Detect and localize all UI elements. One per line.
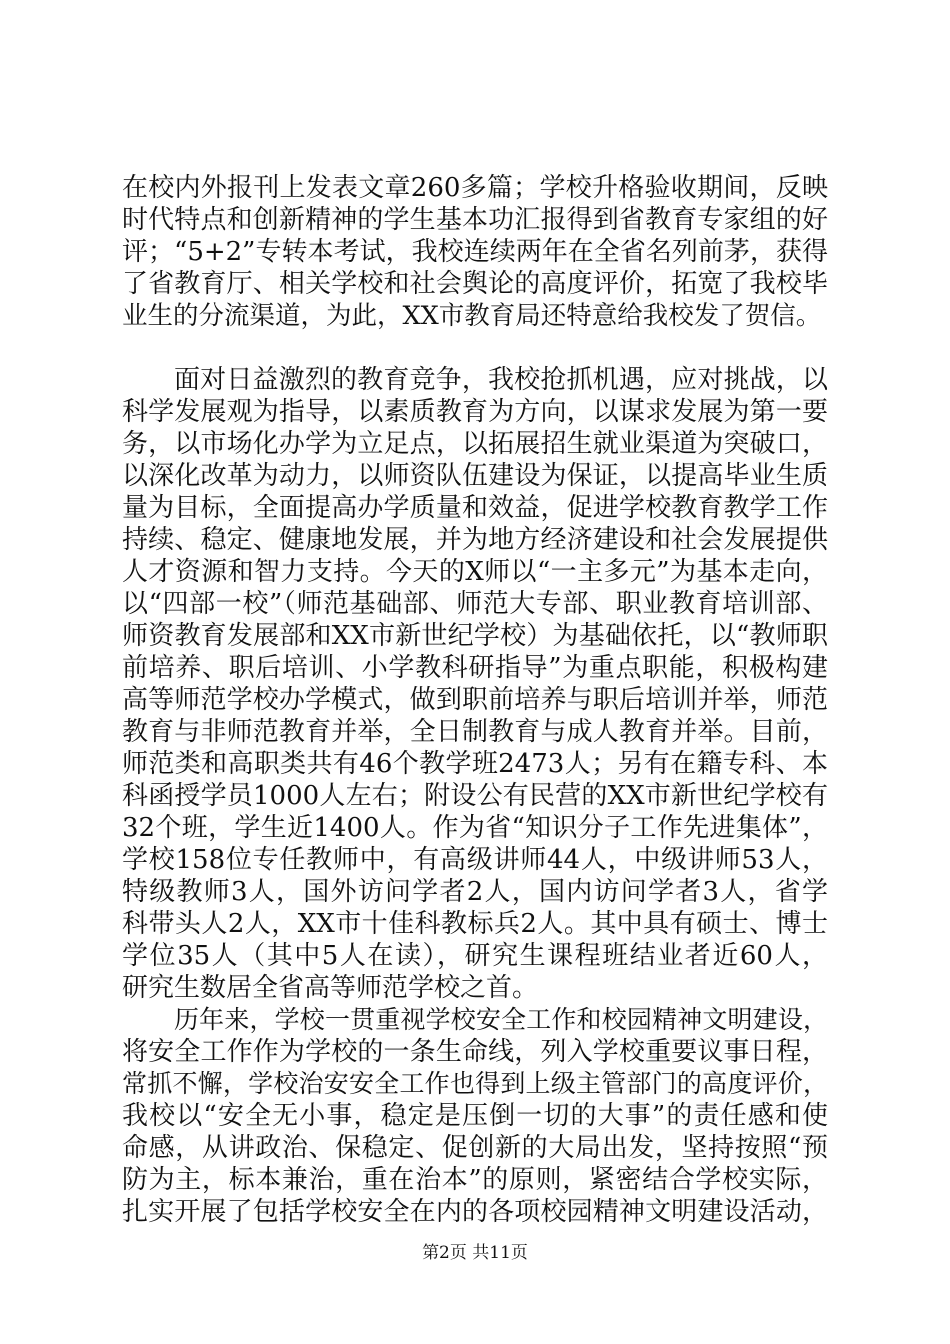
text-line: 时代特点和创新精神的学生基本功汇报得到省教育专家组的好 bbox=[122, 205, 828, 235]
paragraph bbox=[122, 172, 828, 332]
text-line: 科函授学员1000人左右；附设公有民营的XX市新世纪学校有 bbox=[122, 781, 828, 811]
text-line: 师范类和高职类共有46个教学班2473人；另有在籍专科、本 bbox=[122, 749, 828, 779]
text-line: 防为主，标本兼治，重在治本”的原则，紧密结合学校实际， bbox=[122, 1165, 828, 1195]
text-line: 科带头人2人，XX市十佳科教标兵2人。其中具有硕士、博士 bbox=[122, 909, 828, 939]
text-line: 研究生数居全省高等师范学校之首。 bbox=[122, 973, 539, 1003]
text-line: 以“四部一校”（师范基础部、师范大专部、职业教育培训部、 bbox=[122, 589, 828, 619]
text-line: 学位35人（其中5人在读），研究生课程班结业者近60人， bbox=[122, 941, 828, 971]
text-line: 将安全工作作为学校的一条生命线，列入学校重要议事日程， bbox=[122, 1037, 828, 1067]
text-line: 特级教师3人，国外访问学者2人，国内访问学者3人，省学 bbox=[122, 877, 828, 907]
page-footer: 第2页 共11页 bbox=[422, 1243, 528, 1263]
text-line: 32个班，学生近1400人。作为省“知识分子工作先进集体”， bbox=[122, 813, 828, 843]
text-line: 务，以市场化办学为立足点，以拓展招生就业渠道为突破口， bbox=[122, 429, 828, 459]
paragraph bbox=[122, 364, 828, 1004]
paragraph-gap bbox=[122, 332, 828, 364]
text-line: 扎实开展了包括学校安全在内的各项校园精神文明建设活动， bbox=[122, 1197, 828, 1227]
text-line: 科学发展观为指导，以素质教育为方向，以谋求发展为第一要 bbox=[122, 397, 828, 427]
text-line: 业生的分流渠道，为此，XX市教育局还特意给我校发了贺信。 bbox=[122, 301, 822, 331]
text-line: 量为目标，全面提高办学质量和效益，促进学校教育教学工作 bbox=[122, 493, 828, 523]
text-line: 学校158位专任教师中，有高级讲师44人，中级讲师53人， bbox=[122, 845, 828, 875]
text-line: 高等师范学校办学模式，做到职前培养与职后培训并举，师范 bbox=[122, 685, 828, 715]
paragraph bbox=[122, 1004, 828, 1228]
text-line: 人才资源和智力支持。今天的X师以“一主多元”为基本走向， bbox=[122, 557, 828, 587]
text-line: 面对日益激烈的教育竞争，我校抢抓机遇，应对挑战，以 bbox=[174, 365, 828, 395]
text-line: 在校内外报刊上发表文章260多篇；学校升格验收期间，反映 bbox=[122, 173, 828, 203]
text-line: 常抓不懈，学校治安安全工作也得到上级主管部门的高度评价， bbox=[122, 1069, 828, 1098]
text-line: 了省教育厅、相关学校和社会舆论的高度评价，拓宽了我校毕 bbox=[122, 269, 828, 299]
text-line: 教育与非师范教育并举，全日制教育与成人教育并举。目前， bbox=[122, 717, 828, 747]
text-line: 前培养、职后培训、小学教科研指导”为重点职能，积极构建 bbox=[122, 653, 828, 683]
document-body bbox=[122, 172, 828, 1228]
text-line: 历年来，学校一贯重视学校安全工作和校园精神文明建设， bbox=[174, 1005, 828, 1034]
text-line: 评；“5+2”专转本考试，我校连续两年在全省名列前茅，获得 bbox=[122, 237, 828, 267]
text-line: 我校以“安全无小事，稳定是压倒一切的大事”的责任感和使 bbox=[122, 1101, 828, 1131]
text-line: 师资教育发展部和XX市新世纪学校）为基础依托，以“教师职 bbox=[122, 621, 828, 651]
text-line: 持续、稳定、健康地发展，并为地方经济建设和社会发展提供 bbox=[122, 525, 828, 555]
text-line: 命感，从讲政治、保稳定、促创新的大局出发，坚持按照“预 bbox=[122, 1133, 828, 1163]
text-line: 以深化改革为动力，以师资队伍建设为保证，以提高毕业生质 bbox=[122, 461, 828, 491]
